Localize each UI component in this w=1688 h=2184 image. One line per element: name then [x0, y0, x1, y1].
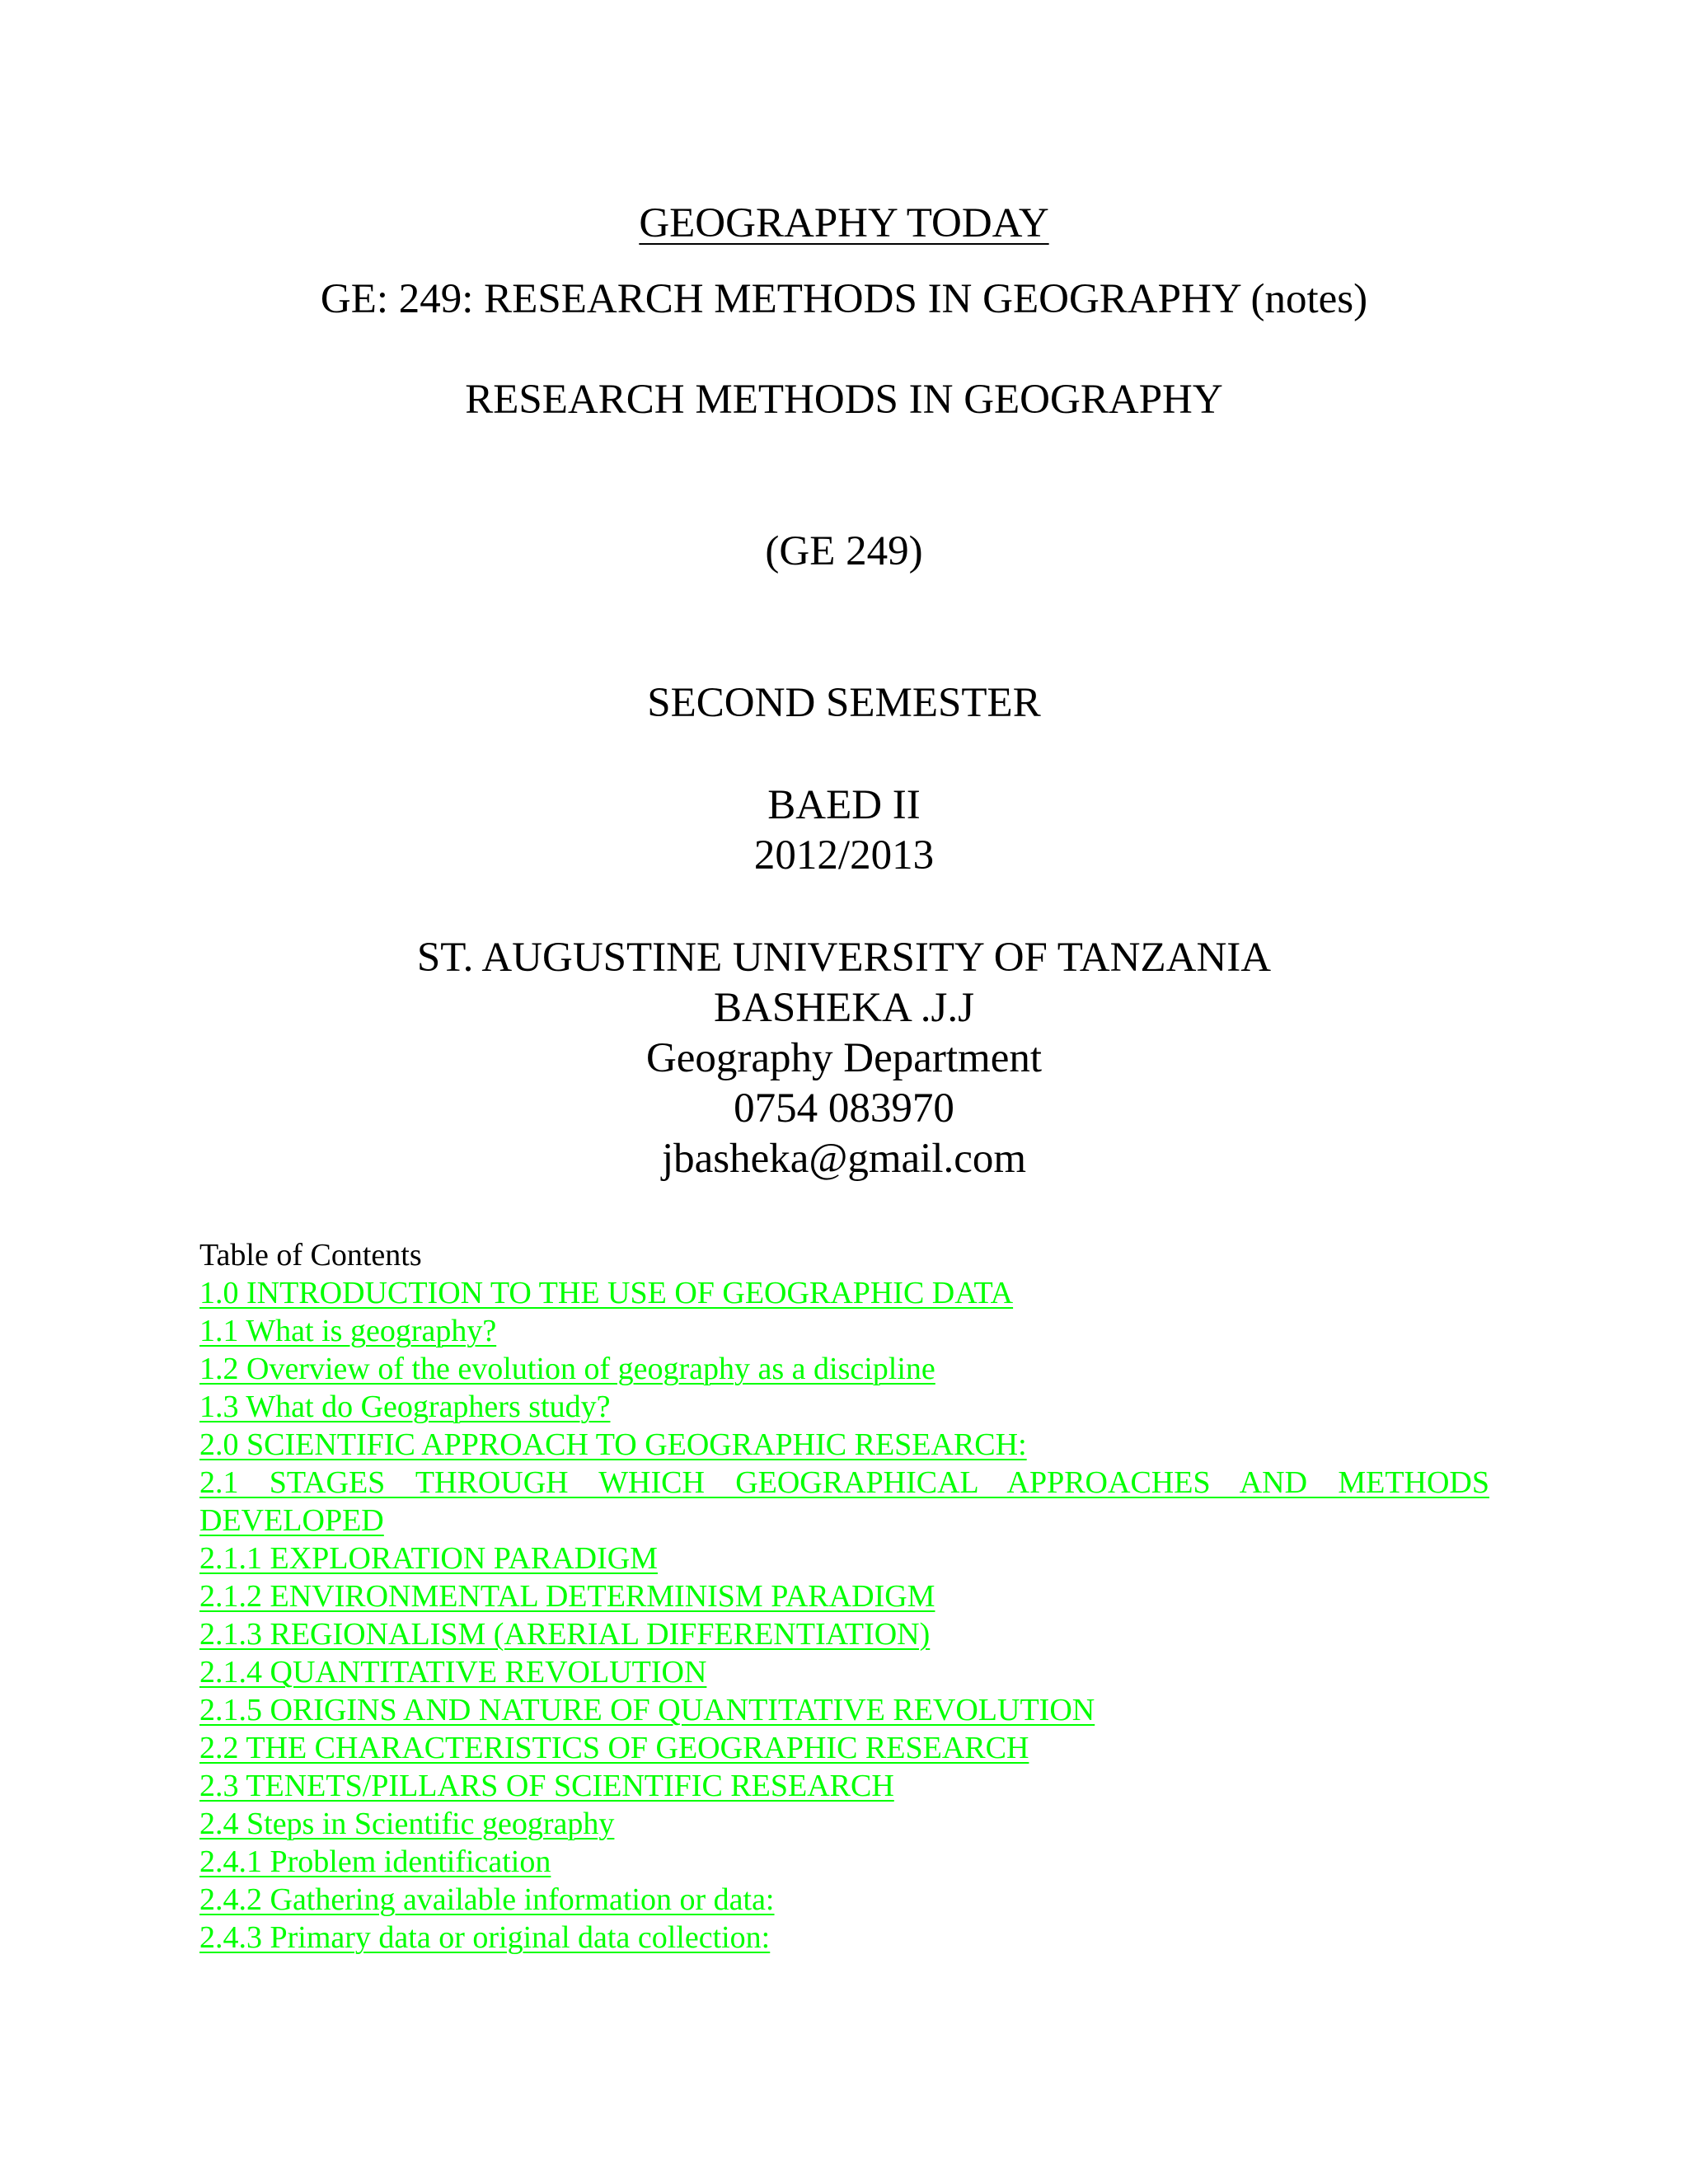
toc-link[interactable]: 2.2 THE CHARACTERISTICS OF GEOGRAPHIC RESEARCH	[199, 1731, 1029, 1765]
toc-link[interactable]: 2.1.3 REGIONALISM (ARERIAL DIFFERENTIATION)	[199, 1617, 931, 1652]
toc-link[interactable]: 1.3 What do Geographers study?	[199, 1390, 611, 1424]
course-code: (GE 249)	[765, 528, 923, 574]
course-name: RESEARCH METHODS IN GEOGRAPHY	[465, 377, 1223, 423]
toc-item	[199, 1464, 1489, 1540]
program: BAED II	[767, 782, 921, 828]
toc-item	[199, 1767, 1489, 1805]
toc-item	[199, 1274, 1489, 1312]
toc-link[interactable]: 2.1.4 QUANTITATIVE REVOLUTION	[199, 1655, 707, 1690]
document-title	[0, 198, 1688, 249]
toc-item	[199, 1919, 1489, 1957]
toc-item	[199, 1881, 1489, 1919]
toc-heading: Table of Contents	[199, 1238, 422, 1272]
toc-item	[199, 1426, 1489, 1464]
table-of-contents	[199, 1274, 1489, 1957]
semester: SECOND SEMESTER	[647, 680, 1041, 726]
toc-item	[199, 1350, 1489, 1388]
toc-item	[199, 1615, 1489, 1653]
toc-item	[199, 1729, 1489, 1767]
document-title-text: GEOGRAPHY TODAY	[639, 200, 1049, 246]
toc-item	[199, 1388, 1489, 1426]
toc-link[interactable]: 2.0 SCIENTIFIC APPROACH TO GEOGRAPHIC RESEARCH:	[199, 1427, 1027, 1462]
toc-link[interactable]: 2.4.2 Gathering available information or data:	[199, 1882, 775, 1917]
toc-link[interactable]: 2.1 STAGES THROUGH WHICH GEOGRAPHICAL APPROACHES AND METHODS DEVELOPED	[199, 1465, 1489, 1538]
toc-link[interactable]: 1.1 What is geography?	[199, 1314, 497, 1348]
university-name: ST. AUGUSTINE UNIVERSITY OF TANZANIA	[416, 935, 1272, 981]
course-line: GE: 249: RESEARCH METHODS IN GEOGRAPHY (notes)	[320, 276, 1368, 322]
toc-item	[199, 1691, 1489, 1729]
author-name: BASHEKA .J.J	[714, 985, 974, 1031]
academic-year: 2012/2013	[753, 832, 935, 879]
toc-link[interactable]: 2.4 Steps in Scientific geography	[199, 1807, 615, 1841]
toc-link[interactable]: 2.1.5 ORIGINS AND NATURE OF QUANTITATIVE REVOLUTION	[199, 1693, 1095, 1727]
toc-item	[199, 1805, 1489, 1843]
toc-item	[199, 1843, 1489, 1881]
email-address: jbasheka@gmail.com	[661, 1136, 1027, 1182]
toc-item	[199, 1577, 1489, 1615]
toc-link[interactable]: 2.4.3 Primary data or original data collection:	[199, 1920, 771, 1955]
toc-item	[199, 1312, 1489, 1350]
toc-link[interactable]: 2.3 TENETS/PILLARS OF SCIENTIFIC RESEARCH	[199, 1769, 894, 1803]
toc-link[interactable]: 1.2 Overview of the evolution of geography as a discipline	[199, 1352, 935, 1386]
toc-link[interactable]: 2.1.2 ENVIRONMENTAL DETERMINISM PARADIGM	[199, 1579, 935, 1614]
toc-item	[199, 1653, 1489, 1691]
toc-link[interactable]: 1.0 INTRODUCTION TO THE USE OF GEOGRAPHIC DATA	[199, 1276, 1014, 1310]
department: Geography Department	[645, 1035, 1043, 1081]
toc-item	[199, 1540, 1489, 1577]
phone-number: 0754 083970	[734, 1085, 954, 1132]
toc-link[interactable]: 2.4.1 Problem identification	[199, 1844, 551, 1879]
toc-link[interactable]: 2.1.1 EXPLORATION PARADIGM	[199, 1541, 658, 1576]
